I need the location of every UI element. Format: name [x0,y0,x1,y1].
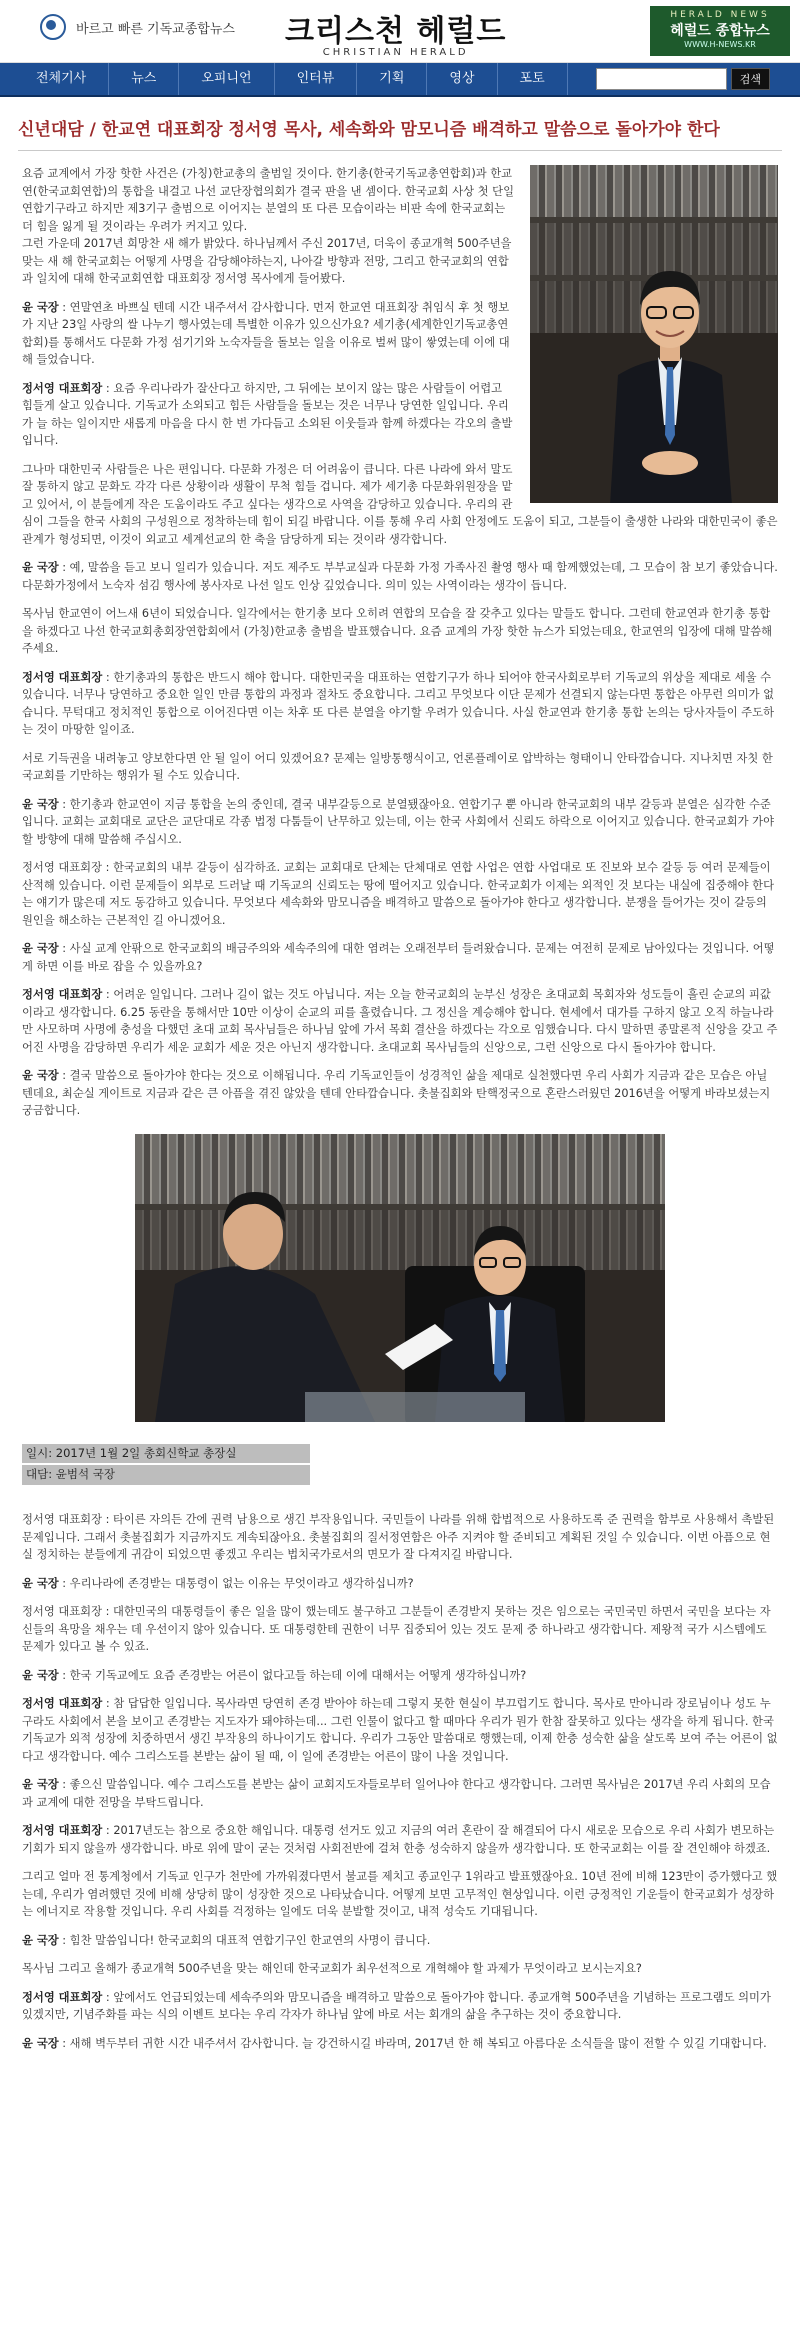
qa-paragraph: 윤 국장 : 예, 말씀을 듣고 보니 일리가 있습니다. 저도 제주도 부부교실과 다문화 가정 가족사진 촬영 행사 때 함께했었는데, 그 모습이 참 보기 좋았습니다. 다문화가정에서 노숙자 섬김 행사에 봉사자로 나선 일도 인상 깊었습니다. 의미 있는 사역이라는 생각이 듭니다. [22,561,778,592]
interview-photo [135,1134,665,1422]
qa-paragraph: 윤 국장 : 우리나라에 존경받는 대통령이 없는 이유는 무엇이라고 생각하십니까? [22,1576,414,1590]
interview-date-place: 일시: 2017년 1월 2일 총회신학교 총장실 [22,1444,310,1464]
speaker-label: 윤 국장 [22,1778,59,1792]
qa-paragraph: 윤 국장 : 새해 벽두부터 귀한 시간 내주셔서 감사합니다. 늘 강건하시길 바라며, 2017년 한 해 복되고 아름다운 소식들을 많이 전할 수 있길 기대합니다. [22,2036,767,2050]
slogan-text: 바르고 빠른 기독교종합뉴스 [76,21,235,37]
speaker-label: 정서영 대표회장 [22,381,103,395]
top-header [0,0,800,63]
qa-paragraph: 그리고 얼마 전 통계청에서 기독교 인구가 천만에 가까워졌다면서 불교를 제치고 종교인구 1위라고 발표했잖아요. 10년 전에 비해 123만이 증가했다고 했는데, 우리가 염려했던 것에 비해 상당히 많이 성장한 것으로 나타났습니다. 어떻게 보면 고무적인 현상입니다. 이런 긍정적인 기운들이 한국교회가 성장하는 에너지로 작용할 것입니다. 우리 사회를 걱정하는 일에도 더욱 분발할 것이고, 내적 성숙도 기대됩니다. [22,1870,778,1919]
search-button[interactable]: 검색 [731,68,770,90]
speaker-label: 정서영 대표회장 [22,1697,103,1711]
intro-paragraph: 그런 가운데 2017년 희망찬 새 해가 밝았다. 하나님께서 주신 2017년, 더욱이 종교개혁 500주년을 맞는 새 해 한국교회는 어떻게 사명을 감당해야하는지, 나아갈 방향과 전망, 그리고 한국교회의 연합과 일치에 대해 한국교회연합 대표회장 정서영 목사에게 들어봤다. [22,237,512,285]
site-title: 크리스천 헤럴드 [285,14,507,49]
speaker-label: 윤 국장 [22,797,59,811]
nav-opinion[interactable]: 오피니언 [179,63,274,95]
speaker-label: 윤 국장 [22,300,59,314]
speaker-label: 정서영 대표회장 [22,670,103,684]
qa-paragraph: 서로 기득권을 내려놓고 양보한다면 안 될 일이 어디 있겠어요? 문제는 일방통행식이고, 언론플레이로 압박하는 형태이니 안타깝습니다. 지나치면 자칫 한국교회를 기만하는 행위가 될 수도 있습니다. [22,751,773,782]
speaker-label: 윤 국장 [22,1933,59,1947]
qa-paragraph: 정서영 대표회장 : 한기총과의 통합은 반드시 해야 합니다. 대한민국을 대표하는 연합기구가 하나 되어야 한국사회로부터 기독교의 위상을 제대로 세울 수 있습니다. 너무나 당연하고 중요한 일인 만큼 통합의 과정과 절차도 중요합니다. 그리고 무엇보다 이단 문제가 선결되지 않는다면 통합은 아무런 의미가 없습니다. 무턱대고 정치적인 통합으로 이어진다면 이는 차후 또 다른 분열을 야기할 우려가 있습니다. 사실 한교연과 한기총 통합 논의는 당사자들이 주도하는 것이 마땅한 일이죠. [22,670,775,736]
interviewee-photo [530,165,778,503]
qa-paragraph: 정서영 대표회장 : 타이른 자의든 간에 권력 남용으로 생긴 부작용입니다. 국민들이 나라를 위해 합법적으로 사용하도록 준 권력을 함부로 사용해서 촉발된 문제입니다. 그래서 촛불집회가 지금까지도 계속되잖아요. 촛불집회의 질서정연함은 아주 지켜야 할 준비되고 계획된 것일 수 있습니다. 이번 아픔으로 현실 정치하는 분들에게 귀감이 되었으면 좋겠고 우리는 법치국가로서의 면모가 잘 다져지길 바랍니다. [22,1513,775,1562]
qa-paragraph: 정서영 대표회장 : 2017년도는 참으로 중요한 해입니다. 대통령 선거도 있고 지금의 여러 혼란이 잘 해결되어 다시 새로운 모습으로 우리 사회가 변모하는 기회가 되지 않을까 생각합니다. 바로 위에 말이 굳는 것처럼 사회전반에 걸쳐 한층 성숙하지 않을까 생각합니다. 또 한국교회는 이를 잘 견인해야 하겠죠. [22,1824,775,1855]
search-box [596,68,800,90]
nav-photo[interactable]: 포토 [498,63,568,95]
qa-paragraph: 윤 국장 : 한기총과 한교연이 지금 통합을 논의 중인데, 결국 내부갈등으로 분열됐잖아요. 연합기구 뿐 아니라 한국교회의 내부 갈등과 분열은 심각한 수준입니다. 교회는 교회대로 교단은 교단대로 각종 법정 다툼들이 난무하고 있는데, 이는 한국 사회에서 신뢰도 하락으로 이어지고 있습니다. 한국교회가 가야할 방향에 대해 말씀해 주십시오. [22,797,775,846]
qa-paragraph: 정서영 대표회장 : 어려운 일입니다. 그러나 길이 없는 것도 아닙니다. 저는 오늘 한국교회의 눈부신 성장은 초대교회 목회자와 성도들이 흘린 순교의 피값이라고 생각합니다. 6.25 동란을 통해서만 10만 이상이 순교의 피를 흘렸습니다. 그 정신을 계승해야 합니다. 현세에서 대가를 구하지 않고 오직 하늘나라만 사모하며 사명에 충성을 다했던 초대 교회 목사님들은 하나님 앞에 가서 목회 결산을 하겠다는 각오로 임했습니다. 다시 말하면 종말론적 신앙을 갖고 주어진 사명을 감당하면 우리가 세운 교회가 세운 것은 아닌지 생각합니다. 초대교회 목사님들의 신앙으로, 그런 신앙으로 다시 돌아가야 합니다. [22,988,778,1054]
herald-news-banner[interactable] [650,6,790,56]
speaker-label: 정서영 대표회장 [22,1990,103,2004]
qa-paragraph: 윤 국장 : 결국 말씀으로 돌아가야 한다는 것으로 이해됩니다. 우리 기독교인들이 성경적인 삶을 제대로 실천했다면 우리 사회가 지금과 같은 모습은 아닐 텐데요, 최순실 게이트로 지금과 같은 큰 아픔을 겪진 않았을 텐데 안타깝습니다. 촛불집회와 탄핵정국으로 혼란스러웠던 2016년을 어떻게 바라보셨는지 궁금합니다. [22,1069,771,1117]
main-nav [0,63,800,97]
article-body [0,151,800,2052]
qa-paragraph: 정서영 대표회장 : 대한민국의 대통령들이 좋은 일을 많이 했는데도 불구하고 그분들이 존경받지 못하는 것은 임으로는 국민국민 하면서 국민을 보다는 자신들의 욕망을 채우는 데 우선이지 않아 있습니다. 또 대통령한테 권한이 너무 집중되어 있는 것도 문제 중 하나라고 생각합니다. 제왕적 국가 시스템에도 문제가 있다고 볼 수 있죠. [22,1605,771,1654]
speaker-label: 윤 국장 [22,1576,59,1590]
speaker-label: 윤 국장 [22,942,59,955]
article-headline: 신년대담 / 한교연 대표회장 정서영 목사, 세속화와 맘모니즘 배격하고 말씀으로 돌아가야 한다 [18,105,782,151]
qa-paragraph: 윤 국장 : 사실 교계 안팎으로 한국교회의 배금주의와 세속주의에 대한 염려는 오래전부터 들려왔습니다. 문제는 여전히 문제로 남아있다는 것입니다. 어떻게 하면 이를 바로 잡을 수 있을까요? [22,942,775,973]
speaker-label: 정서영 대표회장 [22,1824,103,1838]
qa-paragraph: 목사님 한교연이 어느새 6년이 되었습니다. 일각에서는 한기총 보다 오히려 연합의 모습을 잘 갖추고 있다는 말들도 합니다. 그런데 한교연과 한기총 통합을 하겠다고 나선 한국교회총회장연합회에서 (가칭)한교총 출범을 발표했습니다. 요즘 교계의 가장 핫한 뉴스가 되었는데요, 한교연의 입장에 대해 말씀해 주세요. [22,607,773,655]
banner-top-text: HERALD NEWS [670,10,770,20]
qa-paragraph: 정서영 대표회장 : 한국교회의 내부 갈등이 심각하죠. 교회는 교회대로 단체는 단체대로 연합 사업은 연합 사업대로 또 진보와 보수 갈등 등 여러 문제들이 산적해 있습니다. 이런 문제들이 외부로 드러날 때 기독교의 신뢰도는 땅에 떨어지고 있습니다. 한국교회가 이제는 외적인 것 보다는 내실에 집중해야 한다는 얘기가 많은데 저도 동감하고 있습니다. 무엇보다 세속화와 맘모니즘을 배격하고 말씀으로 돌아가야 한다고 생각합니다. 분쟁을 들어가는 것이 갈등의 원인을 해소하는 근본적인 길 아니겠어요. [22,861,775,927]
qa-paragraph: 윤 국장 : 연말연초 바쁘실 텐데 시간 내주셔서 감사합니다. 먼저 한교연 대표회장 취임식 후 첫 행보가 지난 23일 사랑의 쌀 나누기 행사였는데 특별한 이유가 있으신가요? 세기총(세계한인기독교총연합회)를 통해서도 다문화 가정 섬기기와 노숙자들을 돌보는 일을 이유로 벌써 많이 쌓였는데 이에 대해 들었습니다. [22,300,510,366]
qa-paragraph: 그나마 대한민국 사람들은 나은 편입니다. 다문화 가정은 더 어려움이 큽니다. 다른 나라에 와서 말도 잘 통하지 않고 문화도 각각 다른 상황이라 생활이 무척 힘들 겁니다. 제가 세기총 다문화위원장을 맡고 있어서, 이 분들에게 작은 도움이라도 주고 싶다는 생각으로 사역을 감당하고 있습니다. 우리의 관심이 그들을 한국 사회의 구성원으로 정착하는데 힘이 되길 바랍니다. 이를 통해 우리 사회 안정에도 도움이 되고, 그분들이 출생한 나라와 대한민국이 좋은 관계가 형성되면, 이것이 외교고 세계선교의 한 축을 담당하게 되는 것이라 생각합니다. [22,462,778,546]
site-slogan [40,14,235,40]
speaker-label: 윤 국장 [22,1069,59,1082]
speaker-label: 정서영 대표회장 [22,988,103,1001]
speaker-label: 윤 국장 [22,2036,59,2050]
interview-scene-image [135,1134,665,1422]
site-logo-icon[interactable] [40,14,66,40]
speaker-label: 윤 국장 [22,561,59,574]
qa-paragraph: 정서영 대표회장 : 참 답답한 일입니다. 목사라면 당연히 존경 받아야 하는데 그렇지 못한 현실이 부끄럽기도 합니다. 목사로 만아니라 장로님이나 성도 누구라도 사회에서 본을 보이고 존경받는 지도자가 돼야하는데... 그런 인물이 없다고 할 때마다 우리가 뭔가 한참 잘못하고 있다는 생각을 하게 됩니다. 한국 기독교가 외적 성장에 치중하면서 생긴 부작용의 하나이기도 합니다. 우리가 그동안 말씀대로 행했는데, 이제 한층 성숙한 삶을 살도록 보여 주는 어른이 없다고 생각합니다. 예수 그리스도를 본받는 삶이 될 때, 이 일에 존경받는 어른이 많이 나올 것입니다. [22,1697,778,1763]
nav-interview[interactable]: 인터뷰 [275,63,358,95]
qa-paragraph: 정서영 대표회장 : 요즘 우리나라가 잘산다고 하지만, 그 뒤에는 보이지 않는 많은 사람들이 어렵고 힘들게 살고 있습니다. 기독교가 소외되고 힘든 사람들을 돌보는 것은 너무나 당연한 일입니다. 우리가 늘 하는 일이지만 새롭게 마음을 다시 한 번 가다듬고 소외된 이웃들과 함께 하겠다는 각오의 출발입니다. [22,381,513,447]
nav-all-articles[interactable]: 전체기사 [14,63,109,95]
nav-video[interactable]: 영상 [427,63,497,95]
nav-news[interactable]: 뉴스 [109,63,179,95]
intro-paragraph: 요즘 교계에서 가장 핫한 사건은 (가칭)한교총의 출범일 것이다. 한기총(한국기독교총연합회)과 한교연(한국교회연합)의 통합을 내걸고 나선 교단장협의회가 결국 판을 낸 셈이다. 한국교회 사상 첫 단일 연합기구라고 하지만 제3기구 출범으로 이어지는 분열의 또 다른 모습이라는 비판 속에 한국교회는 더 힘을 잃게 될 것이라는 우려가 커지고 있다. [22,167,515,233]
site-title-en: CHRISTIAN HERALD [322,47,469,58]
interview-meta [22,1444,778,1486]
qa-paragraph: 윤 국장 : 힘찬 말씀입니다! 한국교회의 대표적 연합기구인 한교연의 사명이 큽니다. [22,1933,431,1947]
interviewer-name: 대담: 윤범석 국장 [22,1465,310,1485]
qa-paragraph: 정서영 대표회장 : 앞에서도 언급되었는데 세속주의와 맘모니즘을 배격하고 말씀으로 돌아가야 합니다. 종교개혁 500주년을 기념하는 프로그램도 의미가 있겠지만, 기념주화를 파는 식의 이벤트 보다는 우리 각자가 하나님 앞에 바로 서는 회개의 삶을 추구하는 것이 중요합니다. [22,1990,771,2022]
banner-title: 헤럴드 종합뉴스 [670,23,770,39]
banner-url: WWW.H-NEWS.KR [684,40,756,49]
speaker-label: 윤 국장 [22,1668,59,1682]
person-figure-image [600,225,740,503]
site-masthead[interactable] [285,6,506,58]
qa-paragraph: 윤 국장 : 좋으신 말씀입니다. 예수 그리스도를 본받는 삶이 교회지도자들로부터 일어나야 한다고 생각합니다. 그러면 목사님은 2017년 우리 사회의 모습과 교계에 대한 전망을 부탁드립니다. [22,1778,771,1809]
bookshelf-image [530,165,778,217]
nav-feature[interactable]: 기획 [357,63,427,95]
qa-paragraph: 윤 국장 : 한국 기독교에도 요즘 존경받는 어른이 없다고들 하는데 이에 대해서는 어떻게 생각하십니까? [22,1668,527,1682]
qa-paragraph: 목사님 그리고 올해가 종교개혁 500주년을 맞는 해인데 한국교회가 최우선적으로 개혁해야 할 과제가 무엇이라고 보시는지요? [22,1962,642,1976]
search-input[interactable] [596,68,727,90]
